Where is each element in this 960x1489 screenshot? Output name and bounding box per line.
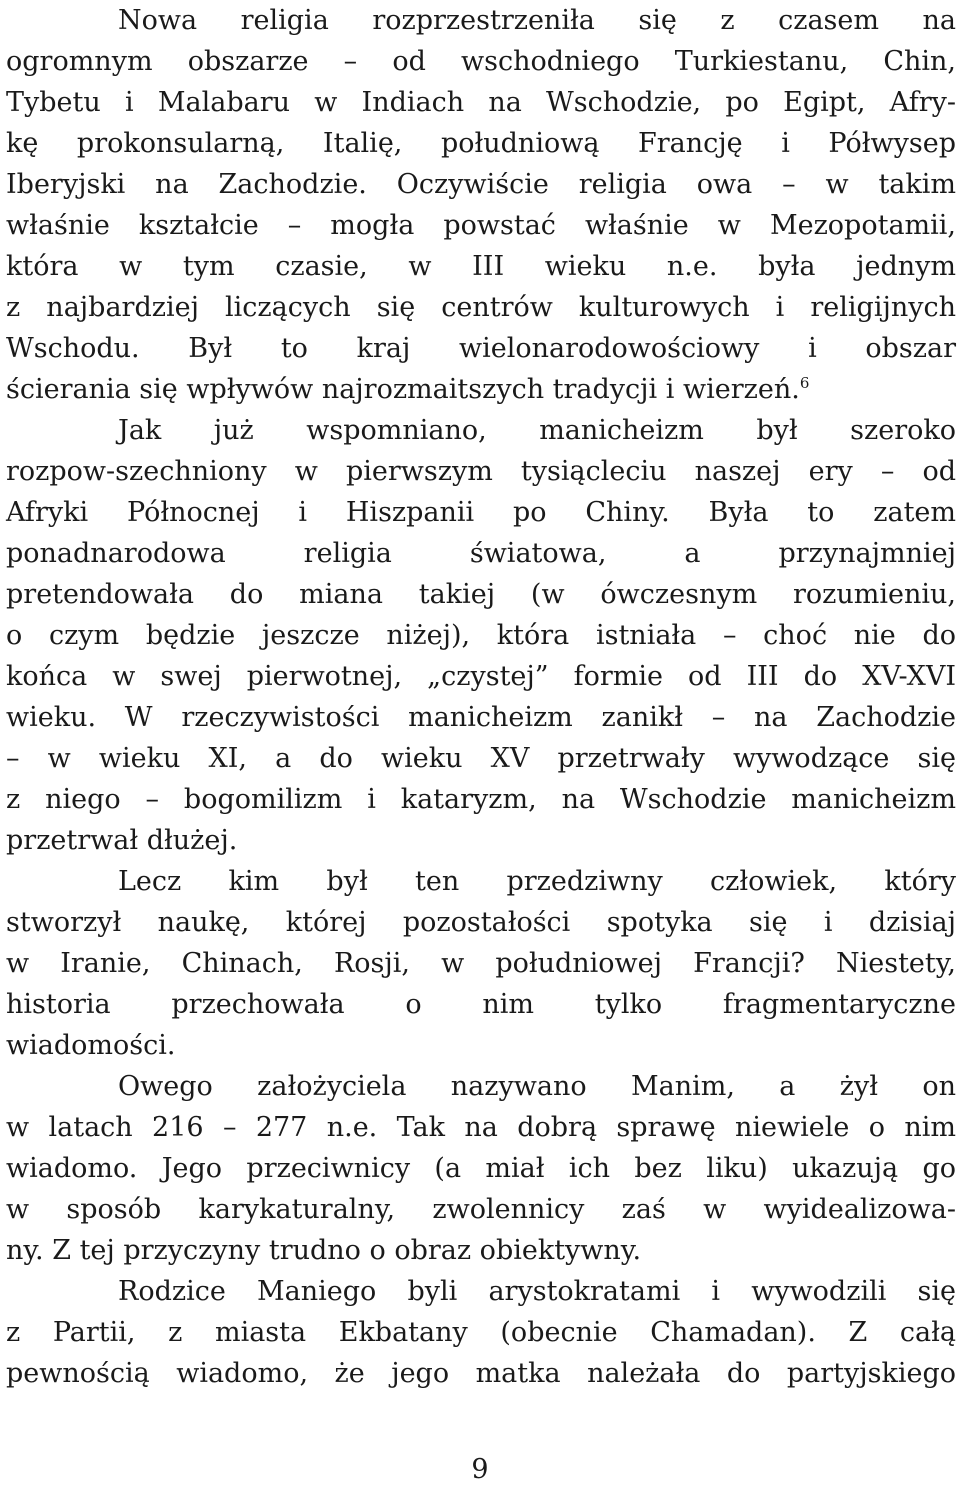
- text-line: Nowa religia rozprzestrzeniła się z czasem na: [118, 5, 956, 36]
- text-line-with-footnote: [6, 369, 956, 410]
- page-body: [6, 0, 956, 1394]
- text-line: rozpow-szechniony w pierwszym tysiącleciu naszej ery – od: [6, 456, 956, 487]
- text-line: Afryki Północnej i Hiszpanii po Chiny. Była to zatem: [6, 497, 956, 528]
- text-line: Owego założyciela nazywano Manim, a żył on: [118, 1071, 956, 1102]
- text-line: ogromnym obszarze – od wschodniego Turkiestanu, Chin,: [6, 46, 956, 77]
- text-line: końca w swej pierwotnej, „czystej” formie od III do XV-XVI: [6, 661, 956, 692]
- text-line: pretendowała do miana takiej (w ówczesnym rozumieniu,: [6, 579, 956, 610]
- page-number: 9: [471, 1454, 489, 1485]
- text-line: wiadomo. Jego przeciwnicy (a miał ich bez liku) ukazują go: [6, 1153, 956, 1184]
- text-line: Iberyjski na Zachodzie. Oczywiście religia owa – w takim: [6, 169, 956, 200]
- text-line: historia przechowała o nim tylko fragmentaryczne: [6, 989, 956, 1020]
- text-line: w latach 216 – 277 n.e. Tak na dobrą sprawę niewiele o nim: [6, 1112, 956, 1143]
- text-line: ponadnarodowa religia światowa, a przynajmniej: [6, 538, 956, 569]
- text-line: Lecz kim był ten przedziwny człowiek, który: [118, 866, 956, 897]
- text-line: która w tym czasie, w III wieku n.e. była jednym: [6, 251, 956, 282]
- text-line: stworzył naukę, której pozostałości spotyka się i dzisiaj: [6, 907, 956, 938]
- text-line: w Iranie, Chinach, Rosji, w południowej Francji? Niestety,: [6, 948, 956, 979]
- text-line: wiadomości.: [6, 1030, 176, 1061]
- paragraph-5: [6, 1271, 956, 1394]
- text-line: Jak już wspomniano, manicheizm był szeroko: [118, 415, 956, 446]
- text-line: przetrwał dłużej.: [6, 825, 238, 856]
- text-line: w sposób karykaturalny, zwolennicy zaś w wyidealizowa-: [6, 1194, 956, 1225]
- text-line: o czym będzie jeszcze niżej), która istniała – choć nie do: [6, 620, 956, 651]
- body-text: [6, 0, 956, 1394]
- footnote-marker[interactable]: 6: [799, 374, 810, 392]
- text-line: wieku. W rzeczywistości manicheizm zanikł – na Zachodzie: [6, 702, 956, 733]
- text-line: ny. Z tej przyczyny trudno o obraz obiektywny.: [6, 1235, 642, 1266]
- text-line: właśnie kształcie – mogła powstać właśnie w Mezopotamii,: [6, 210, 956, 241]
- paragraph-2: [6, 410, 956, 861]
- text-line: z Partii, z miasta Ekbatany (obecnie Chamadan). Z całą: [6, 1317, 956, 1348]
- text-line: Tybetu i Malabaru w Indiach na Wschodzie, po Egipt, Afry-: [6, 87, 956, 118]
- text-line: z najbardziej liczących się centrów kulturowych i religijnych: [6, 292, 956, 323]
- text-line: Wschodu. Był to kraj wielonarodowościowy i obszar: [6, 333, 956, 364]
- text-line: kę prokonsularną, Italię, południową Francję i Półwysep: [6, 128, 956, 159]
- text-line: ścierania się wpływów najrozmaitszych tradycji i wierzeń.: [6, 374, 800, 405]
- paragraph-1: [6, 0, 956, 410]
- text-line: pewnością wiadomo, że jego matka należała do partyjskiego: [6, 1358, 956, 1389]
- text-line: – w wieku XI, a do wieku XV przetrwały wywodzące się: [6, 743, 956, 774]
- paragraph-3: [6, 861, 956, 1066]
- text-line: z niego – bogomilizm i kataryzm, na Wschodzie manicheizm: [6, 784, 956, 815]
- paragraph-4: [6, 1066, 956, 1271]
- text-line: Rodzice Maniego byli arystokratami i wywodzili się: [118, 1276, 956, 1307]
